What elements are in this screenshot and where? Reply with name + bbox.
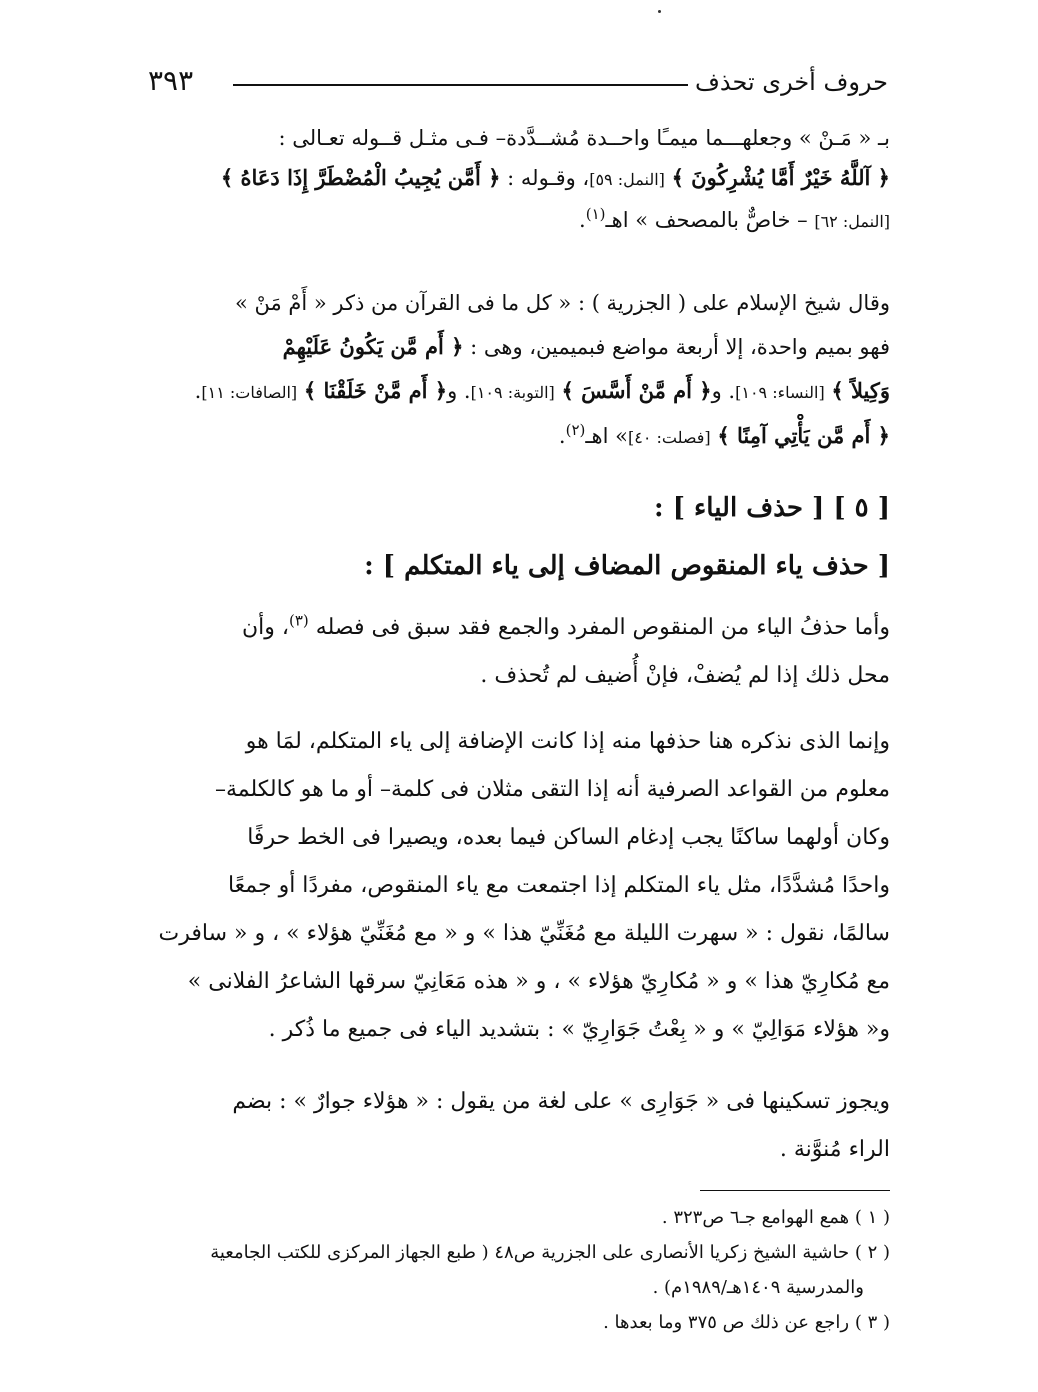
text-fragment: فهو بميم واحدة، إلا أربعة مواضع فبميمين، وهى : [463,335,890,359]
footnote-marker: (٣) [289,611,309,630]
verse-reference: [النمل: ٥٩] [589,170,665,189]
text-line [146,325,890,369]
text-line: معلوم من القواعد الصرفية أنه إذا التقى مثلان فى كلمة– أو ما هو كالكلمة– [214,777,890,802]
text-line: بـ « مَـنْ » وجعلهـــما ميمـًا واحــدة مُشــدَّدة– فـى مثـل قــوله تعـالى : [278,126,890,150]
footnote: ( ١ ) همع الهوامع جـ٦ ص٣٢٣ . [661,1207,890,1228]
footnote-continuation: والمدرسية ١٤٠٩هـ/١٩٨٩م) . [652,1277,864,1298]
verse-reference: [النمل: ٦٢] [814,212,890,231]
text-line: و« هؤلاء مَوَالِيّ » و « بِعْتُ جَوَارِيّ » : بتشديد الياء فى جميع ما ذُكر . [268,1017,890,1042]
footnote: ( ٢ ) حاشية الشيخ زكريا الأنصارى على الجزرية ص٤٨ ( طبع الجهاز المركزى للكتب الجامعية [210,1242,890,1263]
text-line: وإنما الذى نذكره هنا حذفها منه إذا كانت الإضافة إلى ياء المتكلم، لمَا هو [245,729,890,754]
paragraph-1 [146,118,890,242]
text-line: ويجوز تسكينها فى « جَوَارِى » على لغة من يقول : « هؤلاء جوارٌ » : بضم [232,1089,890,1114]
footnotes [146,1200,890,1340]
text-line: الراء مُنوَّنة . [779,1137,890,1162]
quran-verse: ﴿ آللَّهُ خَيْرٌ أَمَّا يُشْرِكُونَ ﴾ [671,165,890,190]
heading-text: [ ٥ ] [ حذف الياء ] : [654,493,890,523]
quran-verse: ﴿ أَمَّن يُجِيبُ الْمُضْطَرَّ إِذَا دَعَاهُ ﴾ [220,165,501,190]
page-number: ٣٩٣ [148,64,194,97]
section-heading [146,490,890,526]
text-fragment: » اهـ [585,424,628,448]
scan-speck [658,10,661,13]
footnote-marker: (١) [585,205,606,223]
text-fragment: ، وأن [242,615,289,640]
text-fragment: . و [711,379,736,403]
text-line: سالمًا، نقول : « سهرت الليلة مع مُغَنِّيّ هذا » و « مع مُغَنِّيّ هؤلاء » ، و « سافرت [158,921,890,946]
text-line [146,414,890,459]
text-line: مع مُكارِيّ هذا » و « مُكارِيّ هؤلاء » ، و « هذه مَعَانِيّ سرقها الشاعرُ الفلانى » [187,969,890,994]
text-line: وكان أولهما ساكنًا يجب إدغام الساكن فيما بعده، ويصيرا فى الخط حرفًا [247,825,890,850]
text-line [146,369,890,414]
text-fragment: . و [447,379,471,403]
text-line [146,604,890,652]
paragraph-3 [146,604,890,700]
text-line [146,200,890,242]
heading-text: [ حذف ياء المنقوص المضاف إلى ياء المتكلم ] : [364,551,890,581]
running-title: حروف أخرى تحذف [695,68,888,96]
quran-verse: ﴿ أَم مَّنْ خَلَقْنَا ﴾ [303,378,448,403]
text-fragment: . [194,379,202,403]
paragraph-2 [146,282,890,459]
verse-reference: [الصافات: ١١] [201,383,298,402]
text-line: وقال شيخ الإسلام على ( الجزرية ) : « كل ما فى القرآن من ذكر « أَمْ مَنْ » [234,291,890,315]
header-rule [233,84,688,86]
paragraph-4 [146,718,890,1054]
quran-verse: ﴿ أَم مَّن يَكُونُ عَلَيْهِمْ [282,334,464,359]
subsection-heading [146,548,890,584]
text-fragment: . [558,424,566,448]
quran-verse: وَكِيلاً ﴾ [831,378,890,403]
footnote-marker: (٢) [565,421,586,439]
text-fragment: . [579,208,586,232]
page-header [148,62,888,102]
verse-reference: [فصلت: ٤٠] [627,428,711,447]
quran-verse: ﴿ أَم مَّن يَأْتِي آمِنًا ﴾ [717,423,890,448]
footnote: ( ٣ ) راجع عن ذلك ص ٣٧٥ وما بعدها . [603,1312,890,1333]
text-line [146,158,890,200]
text-fragment: – خاصٌّ بالمصحف » اهـ [605,208,815,232]
text-fragment: وأما حذفُ الياء من المنقوص المفرد والجمع فقد سبق فى فصله [315,615,890,640]
verse-reference: [التوبة: ١٠٩] [470,383,555,402]
verse-reference: [النساء: ١٠٩] [735,383,825,402]
text-line: واحدًا مُشدَّدًا، مثل ياء المتكلم إذا اجتمعت مع ياء المنقوص، مفردًا أو جمعًا [227,873,890,898]
paragraph-5 [146,1078,890,1174]
text-fragment: ، وقـوله : [500,166,590,190]
text-line: محل ذلك إذا لم يُضفْ، فإنْ أُضيف لم تُحذف . [480,663,890,688]
quran-verse: ﴿ أَم مَّنْ أَسَّسَ ﴾ [561,378,712,403]
footnote-separator [700,1190,890,1191]
